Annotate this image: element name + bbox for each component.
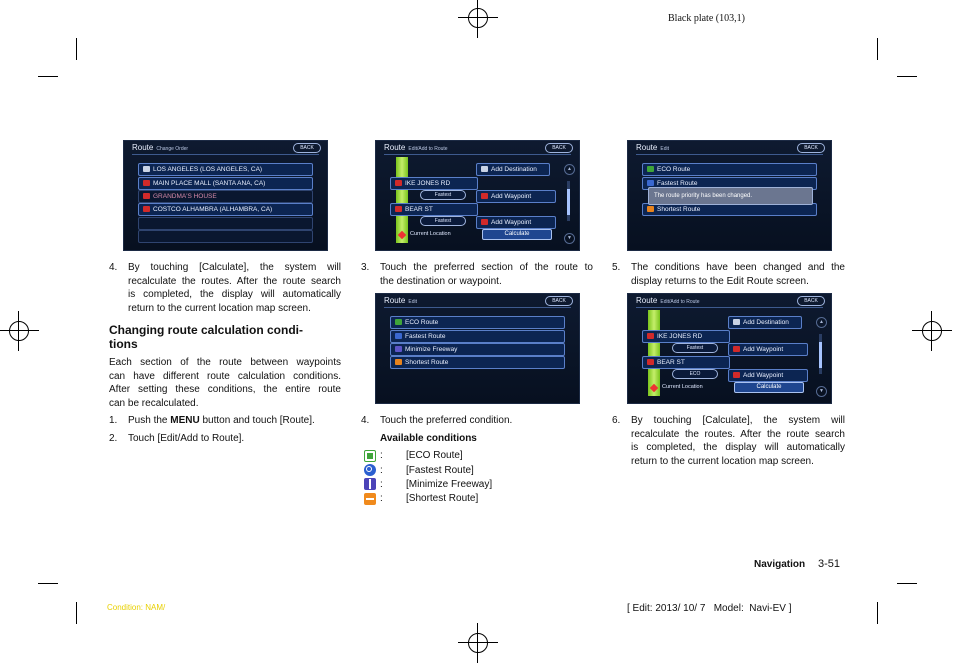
condition-label: [Fastest Route]	[406, 465, 474, 476]
empty-row	[138, 230, 313, 243]
back-button[interactable]: BACK	[293, 143, 321, 153]
waypoint-icon	[395, 206, 402, 212]
eco-route-item[interactable]: ECO Route	[642, 163, 817, 176]
eco-route-icon	[364, 450, 376, 462]
registration-mark	[458, 623, 498, 663]
waypoint-row[interactable]: IKE JONES RD	[390, 177, 478, 190]
waypoint-flag-icon	[481, 193, 488, 199]
route-list-item[interactable]: COSTCO ALHAMBRA (ALHAMBRA, CA)	[138, 203, 313, 216]
waypoint-icon	[647, 359, 654, 365]
destination-flag-icon	[481, 166, 488, 172]
registration-mark	[0, 311, 39, 351]
back-button[interactable]: BACK	[545, 143, 573, 153]
clock-icon	[395, 333, 402, 339]
calculate-button[interactable]: Calculate	[482, 229, 552, 240]
registration-mark	[912, 311, 952, 351]
step-number: 5.	[612, 262, 621, 273]
scroll-up-icon[interactable]: ▲	[564, 164, 575, 175]
waypoint-icon	[395, 180, 402, 186]
screen-edit-add-route-updated	[627, 293, 832, 404]
crop-mark	[76, 38, 77, 60]
available-conditions-heading: Available conditions	[380, 433, 477, 444]
edit-info: [ Edit: 2013/ 10/ 7 Model: Navi-EV ]	[627, 603, 792, 614]
shortest-route-icon	[364, 493, 376, 505]
back-button[interactable]: BACK	[797, 296, 825, 306]
step-number: 6.	[612, 415, 621, 426]
crop-mark	[877, 602, 878, 624]
condition-pill[interactable]: Fastest	[672, 343, 718, 353]
destination-flag-icon	[143, 166, 150, 172]
minimize-freeway-icon	[364, 478, 376, 490]
scroll-down-icon[interactable]: ▼	[816, 386, 827, 397]
registration-mark	[458, 0, 498, 38]
crop-mark	[897, 76, 917, 77]
waypoint-row[interactable]: IKE JONES RD	[642, 330, 730, 343]
eco-route-item[interactable]: ECO Route	[390, 316, 565, 329]
crop-mark	[877, 38, 878, 60]
condition-label: [ECO Route]	[406, 450, 463, 461]
step-number: 4.	[361, 415, 370, 426]
add-destination-button[interactable]: Add Destination	[476, 163, 550, 176]
scrollbar[interactable]	[567, 181, 570, 221]
step2-text: Touch [Edit/Add to Route].	[128, 433, 245, 444]
screen-title: Route Edit	[636, 143, 669, 152]
crop-mark	[38, 76, 58, 77]
waypoint-row[interactable]: BEAR ST	[642, 356, 730, 369]
step1-text: Push the MENU button and touch [Route].	[128, 415, 315, 426]
crop-mark	[76, 602, 77, 624]
route-list-item[interactable]: LOS ANGELES (LOS ANGELES, CA)	[138, 163, 313, 176]
condition-label: [Shortest Route]	[406, 493, 479, 504]
shortest-icon	[395, 359, 402, 365]
step-number: 2.	[109, 433, 118, 444]
waypoint-flag-icon	[733, 372, 740, 378]
add-destination-button[interactable]: Add Destination	[728, 316, 802, 329]
waypoint-flag-icon	[143, 193, 150, 199]
screen-title: Route Change Order	[132, 143, 189, 152]
screen-title: Route Edit	[384, 296, 417, 305]
intro-paragraph: Each section of the route between waypoints can have different route calculation conditions. After setting these conditions, the entire route can be recalculated.	[109, 357, 341, 409]
minimize-freeway-item[interactable]: Minimize Freeway	[390, 343, 565, 356]
screen-edit-conditions	[375, 293, 580, 404]
section-name: Navigation	[754, 559, 806, 570]
step4-text: By touching [Calculate], the system will recalculate the routes. After the route search is completed, the display will automatically return to the current location map screen.	[128, 262, 341, 314]
back-button[interactable]: BACK	[545, 296, 573, 306]
waypoint-flag-icon	[143, 206, 150, 212]
plate-label: Black plate (103,1)	[668, 13, 745, 24]
shortest-route-item[interactable]: Shortest Route	[390, 356, 565, 369]
shortest-route-item[interactable]: Shortest Route	[642, 203, 817, 216]
step5-text: The conditions have been changed and the display returns to the Edit Route screen.	[631, 262, 845, 287]
add-waypoint-button[interactable]: Add Waypoint	[476, 216, 556, 229]
route-list-item-selected[interactable]: GRANDMA'S HOUSE	[138, 190, 313, 203]
route-list-item[interactable]: MAIN PLACE MALL (SANTA ANA, CA)	[138, 177, 313, 190]
condition-label: Condition: NAM/	[107, 603, 166, 612]
screen-edit-changed	[627, 140, 832, 251]
freeway-icon	[395, 346, 402, 352]
screen-change-order	[123, 140, 328, 251]
waypoint-row[interactable]: BEAR ST	[390, 203, 478, 216]
step-number: 4.	[109, 262, 118, 273]
step4-text: Touch the preferred condition.	[380, 415, 513, 426]
condition-colon: :	[380, 493, 383, 504]
add-waypoint-button[interactable]: Add Waypoint	[476, 190, 556, 203]
shortest-icon	[647, 206, 654, 212]
waypoint-icon	[647, 333, 654, 339]
screen-title: Route Edit/Add to Route	[636, 296, 700, 305]
current-location-label: Current Location	[410, 231, 451, 237]
step6-text: By touching [Calculate], the system will recalculate the routes. After the route search is completed, the display will automatically return to the current location map screen.	[631, 415, 845, 467]
destination-flag-icon	[733, 319, 740, 325]
scroll-down-icon[interactable]: ▼	[564, 233, 575, 244]
condition-pill[interactable]: Fastest	[420, 190, 466, 200]
scrollbar[interactable]	[819, 334, 822, 374]
eco-icon	[395, 319, 402, 325]
add-waypoint-button[interactable]: Add Waypoint	[728, 343, 808, 356]
section-heading: Changing route calculation condi- tions	[109, 323, 304, 351]
waypoint-flag-icon	[733, 346, 740, 352]
fastest-route-item[interactable]: Fastest Route	[642, 177, 817, 190]
condition-colon: :	[380, 450, 383, 461]
notification-popup: The route priority has been changed.	[648, 187, 813, 205]
condition-pill[interactable]: ECO	[672, 369, 718, 379]
screen-title: Route Edit/Add to Route	[384, 143, 448, 152]
condition-pill[interactable]: Fastest	[420, 216, 466, 226]
back-button[interactable]: BACK	[797, 143, 825, 153]
step-number: 3.	[361, 262, 370, 273]
step-number: 1.	[109, 415, 118, 426]
clock-icon	[364, 464, 376, 476]
screen-edit-add-route	[375, 140, 580, 251]
calculate-button[interactable]: Calculate	[734, 382, 804, 393]
empty-row	[138, 217, 313, 230]
page-number: 3-51	[818, 558, 841, 570]
scroll-up-icon[interactable]: ▲	[816, 317, 827, 328]
clock-icon	[647, 180, 654, 186]
fastest-route-item[interactable]: Fastest Route	[390, 330, 565, 343]
condition-label: [Minimize Freeway]	[406, 479, 493, 490]
condition-colon: :	[380, 479, 383, 490]
eco-icon	[647, 166, 654, 172]
crop-mark	[38, 583, 58, 584]
waypoint-flag-icon	[143, 180, 150, 186]
crop-mark	[897, 583, 917, 584]
waypoint-flag-icon	[481, 219, 488, 225]
add-waypoint-button[interactable]: Add Waypoint	[728, 369, 808, 382]
step3-text: Touch the preferred section of the route to the destination or waypoint.	[380, 262, 593, 287]
condition-colon: :	[380, 465, 383, 476]
current-location-label: Current Location	[662, 384, 703, 390]
